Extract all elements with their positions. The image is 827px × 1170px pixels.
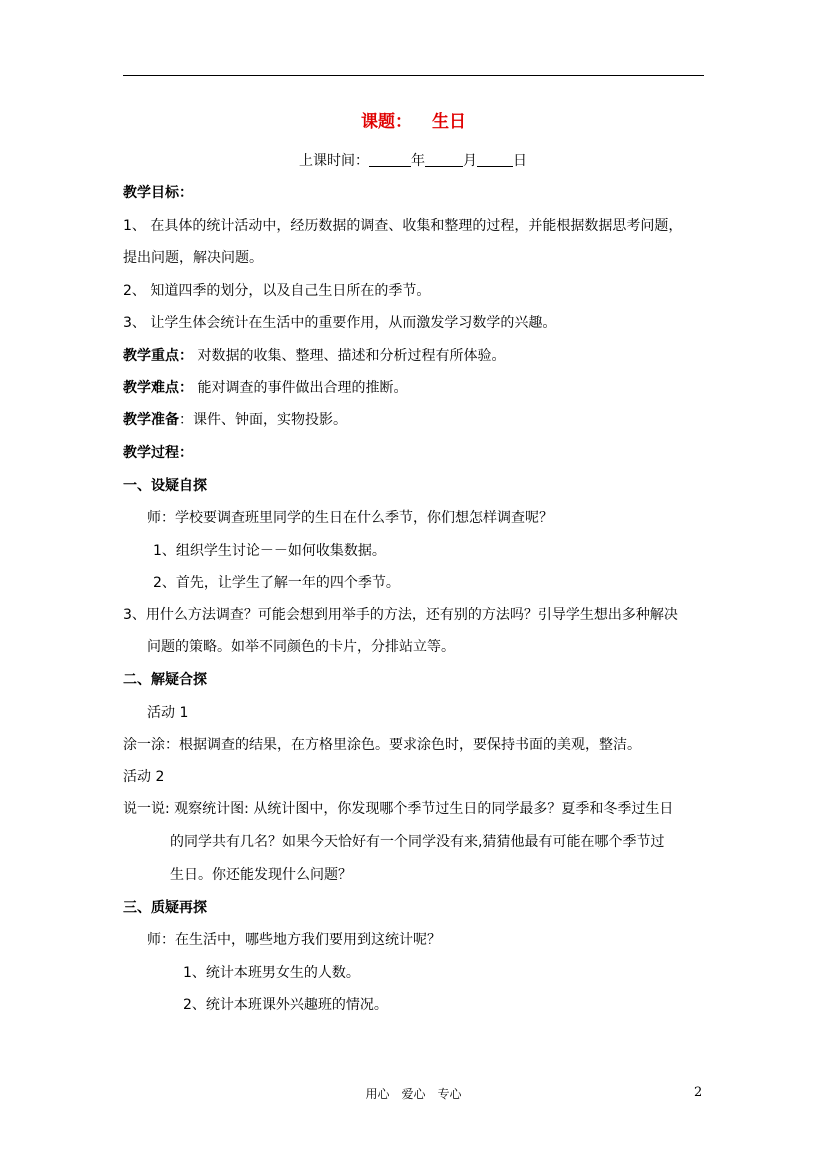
section-1-para-2: 1、组织学生讨论－－如何收集数据。 (153, 543, 386, 559)
section-3-heading: 三、质疑再探 (123, 900, 207, 916)
activity-2-label: 活动 2 (123, 769, 165, 785)
activity-1-label: 活动 1 (147, 705, 189, 721)
activity-1-text: 涂一涂：根据调查的结果，在方格里涂色。要求涂色时，要保持书面的美观，整洁。 (123, 737, 641, 753)
process-heading: 教学过程： (123, 445, 193, 461)
goal-2: 2、 知道四季的划分，以及自己生日所在的季节。 (123, 283, 431, 299)
activity-2-text: 说一说: 观察统计图: 从统计图中，你发现哪个季节过生日的同学最多？夏季和冬季过生日 (123, 801, 674, 817)
section-3-para-3: 2、统计本班课外兴趣班的情况。 (183, 997, 388, 1013)
section-1-para-3: 2、首先，让学生了解一年的四个季节。 (153, 575, 400, 591)
page-title: 课题： 生日 (361, 112, 466, 132)
page-number: 2 (694, 1085, 703, 1100)
section-2-heading: 二、解疑合探 (123, 672, 207, 688)
section-1-para-4: 3、用什么方法调查？可能会想到用举手的方法，还有别的方法吗？引导学生想出多种解决 (123, 607, 678, 623)
goal-3: 3、 让学生体会统计在生活中的重要作用，从而激发学习数学的兴趣。 (123, 315, 557, 331)
class-time-line: 上课时间： 年 月 日 (299, 153, 527, 169)
section-1-heading: 一、设疑自探 (123, 478, 207, 494)
activity-2-text-cont-2: 生日。你还能发现什么问题？ (170, 867, 352, 883)
goal-1-cont: 提出问题，解决问题。 (123, 250, 263, 266)
section-3-para-2: 1、统计本班男女生的人数。 (183, 965, 360, 981)
header-rule (123, 75, 704, 76)
difficult-points: 教学难点： 能对调查的事件做出合理的推断。 (123, 380, 408, 396)
page-footer: 用心 爱心 专心 (365, 1087, 462, 1101)
section-1-para-1: 师：学校要调查班里同学的生日在什么季节，你们想怎样调查呢？ (147, 510, 553, 526)
goal-1: 1、 在具体的统计活动中，经历数据的调查、收集和整理的过程，并能根据数据思考问题， (123, 218, 683, 234)
goals-heading: 教学目标： (123, 185, 193, 201)
section-3-para-1: 师：在生活中，哪些地方我们要用到这统计呢？ (147, 932, 441, 948)
section-1-para-4-cont: 问题的策略。如举不同颜色的卡片，分排站立等。 (147, 639, 455, 655)
teaching-prep: 教学准备：课件、钟面，实物投影。 (123, 412, 347, 428)
key-points: 教学重点： 对数据的收集、整理、描述和分析过程有所体验。 (123, 348, 506, 364)
activity-2-text-cont-1: 的同学共有几名？如果今天恰好有一个同学没有来,猜猜他最有可能在哪个季节过 (170, 834, 665, 850)
